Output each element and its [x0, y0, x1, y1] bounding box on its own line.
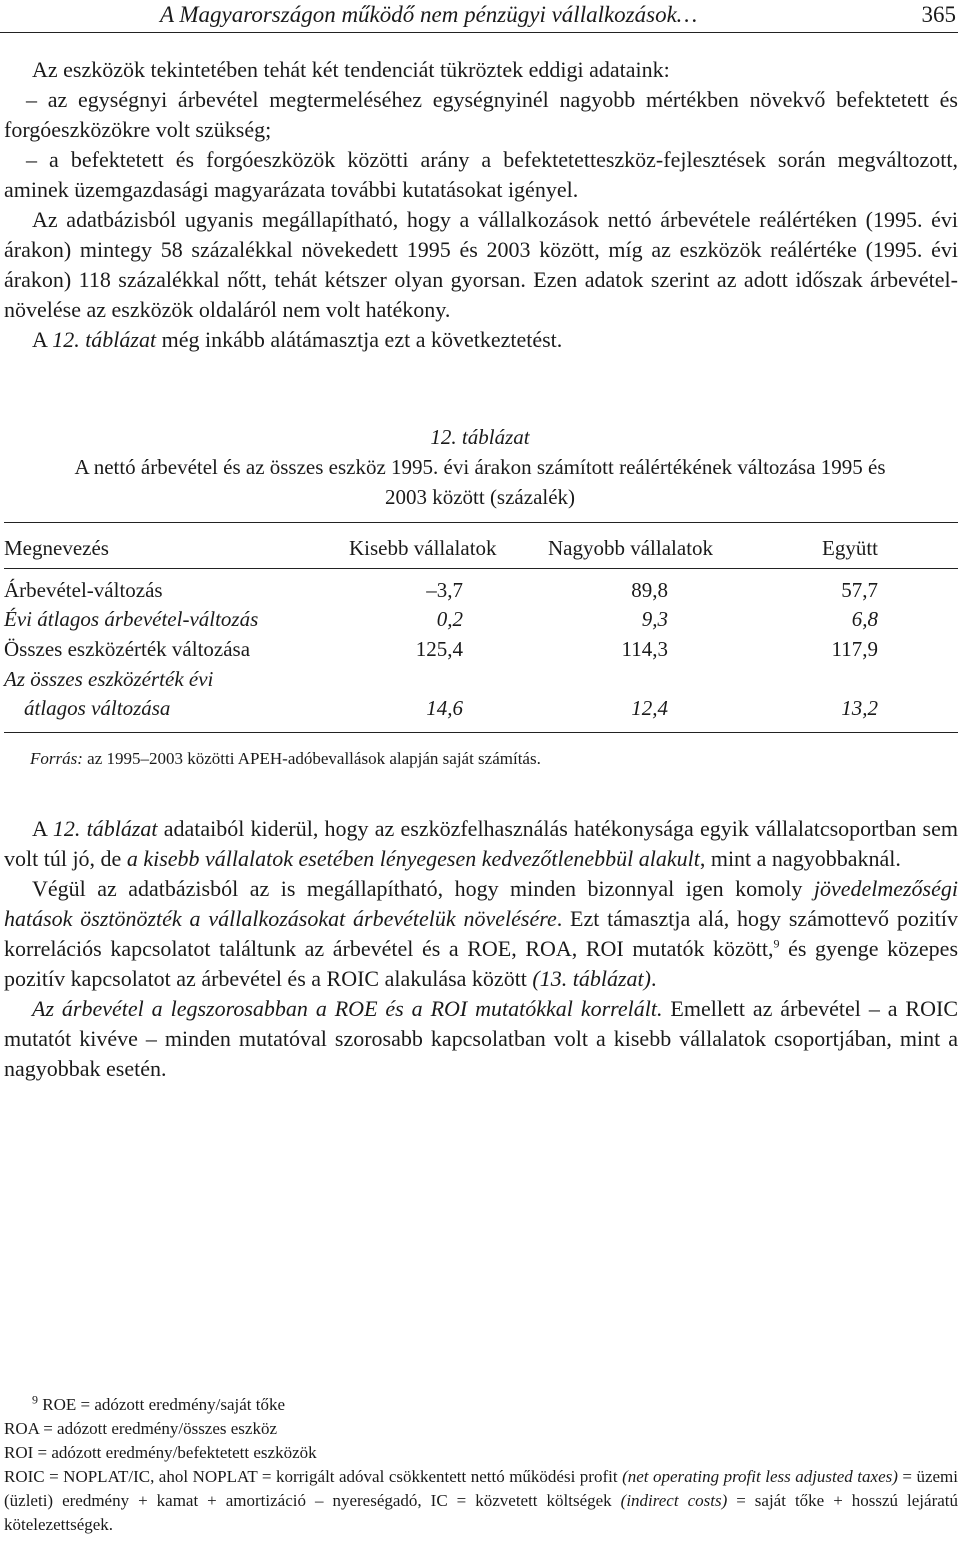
text-run: = saját tőke + hosszú lejáratú kötelezettségek. — [4, 1491, 959, 1534]
intro-paragraph: Az eszközök tekintetében tehát két tendenciát tükröztek eddigi adataink: — [32, 57, 670, 82]
bullet-item: – a befektetett és forgóeszközök közötti arány a befektetetteszköz-fejlesztések során megváltozott, aminek üzemgazdasági magyarázata további kutatásokat igényel. — [4, 147, 958, 202]
cell-value: 13,2 — [841, 696, 878, 720]
cell-value: 9,3 — [641, 607, 668, 631]
table-row — [4, 696, 958, 726]
source-text: az 1995–2003 közötti APEH-adóbevallások alapján saját számítás. — [82, 749, 541, 768]
table-rule — [4, 568, 958, 569]
footnote-line — [4, 1393, 958, 1417]
text-run: még inkább alátámasztja ezt a következtetést. — [156, 327, 563, 352]
text-run: . — [650, 966, 657, 991]
paragraph: Az adatbázisból ugyanis megállapítható, hogy a vállalkozások nettó árbevétele reálértéken (1995. évi árakon) mintegy 58 százalékkal növekedett 1995 és 2003 között, míg az eszközök reálértéke (1995. évi árakon) 118 százalékkal nőtt, tehát kétszer olyan gyorsan. Ezen adatok szerint az adott időszak árbevétel-növelése az eszközök oldaláról nem volt hatékony. — [4, 207, 958, 322]
paragraph — [4, 814, 958, 874]
table-number-label: 12. táblázat — [430, 425, 530, 449]
emphasis: Az árbevétel a legszorosabban a ROE és a ROI mutatókkal korrelált. — [32, 996, 663, 1021]
column-header: Kisebb vállalatok — [349, 536, 497, 560]
text-run: adataiból kiderül, hogy az eszközfelhasználás hatékonysága egyik vállalatcsoportban sem volt túl jó, de — [4, 816, 958, 871]
running-header — [0, 0, 958, 33]
table-header-row — [4, 536, 958, 566]
running-title: A Magyarországon működő nem pénzügyi vállalkozások… — [160, 2, 698, 27]
column-header: Nagyobb vállalatok — [548, 536, 714, 560]
bullet-item: – az egységnyi árbevétel megtermeléséhez egységnyinél nagyobb mértékben növekvő befektetett és forgóeszközökre volt szükség; — [4, 87, 958, 142]
table-row — [4, 578, 958, 608]
table-reference: (13. táblázat) — [532, 966, 651, 991]
emphasis: jövedelmezőségi hatások ösztönözték a vállalkozásokat árbevételük növelésére — [4, 876, 958, 931]
body-text-bottom — [4, 814, 958, 1084]
footnotes — [4, 1393, 958, 1537]
table-rule — [4, 522, 958, 523]
text-run: Emellett az árbevétel – a ROIC mutatót kivéve – minden mutatóval szorosabb kapcsolatban volt a kisebb vállalatok csoportjában, mint a nagyobbak esetén. — [4, 996, 958, 1081]
row-label: Évi átlagos árbevétel-változás — [4, 607, 259, 631]
table-caption-line: A nettó árbevétel és az összes eszköz 1995. évi árakon számított reálértékének változása 1995 és — [74, 455, 886, 479]
footnote-line — [4, 1465, 958, 1537]
page-number: 365 — [921, 2, 956, 27]
text-run: ROIC = NOPLAT/IC, ahol NOPLAT = korrigált adóval csökkentett nettó működési profit — [4, 1467, 623, 1486]
text-run: A — [32, 327, 53, 352]
table-reference: 12. táblázat — [52, 327, 157, 352]
row-label: Összes eszközérték változása — [4, 637, 251, 661]
text-run: = üzemi (üzleti) eredmény + kamat + amortizáció – nyereségadó, IC = közvetett költségek — [4, 1467, 958, 1510]
table-number — [0, 422, 960, 452]
table-caption-line: 2003 között (százalék) — [384, 485, 576, 509]
source-label: Forrás: — [30, 749, 83, 768]
body-text-top — [4, 55, 958, 355]
table-reference: 12. táblázat — [52, 816, 158, 841]
row-label: Az összes eszközérték évi — [4, 667, 214, 691]
text-run: Végül az adatbázisból az is megállapítható, hogy minden bizonnyal igen komoly — [32, 876, 814, 901]
cell-value: –3,7 — [426, 578, 463, 602]
cell-value: 117,9 — [831, 637, 878, 661]
text-run: ROE = adózott eredmény/saját tőke — [38, 1395, 286, 1414]
text-run: és gyenge közepes pozitív kapcsolatot az árbevétel és a ROIC alakulása között — [4, 936, 959, 991]
emphasis: a kisebb vállalatok esetében lényegesen kedvezőtlenebbül alakult — [126, 846, 700, 871]
table-row — [4, 667, 958, 697]
table-source — [30, 749, 541, 769]
cell-value: 14,6 — [426, 696, 463, 720]
paragraph — [4, 325, 958, 355]
text-run: A — [32, 816, 53, 841]
cell-value: 0,2 — [436, 607, 463, 631]
paragraph — [4, 994, 958, 1084]
paragraph — [4, 874, 958, 994]
emphasis: (indirect costs) — [620, 1491, 728, 1510]
text-run: , mint a nagyobbaknál. — [699, 846, 901, 871]
cell-value: 125,4 — [415, 637, 463, 661]
footnote-marker: 9 — [773, 936, 780, 951]
cell-value: 89,8 — [631, 578, 668, 602]
cell-value: 12,4 — [631, 696, 668, 720]
row-label: Árbevétel-változás — [4, 578, 163, 602]
footnote-line: ROA = adózott eredmény/összes eszköz — [4, 1419, 278, 1438]
cell-value: 57,7 — [841, 578, 878, 602]
cell-value: 114,3 — [621, 637, 668, 661]
table-row — [4, 637, 958, 667]
emphasis: (net operating profit less adjusted taxes) — [622, 1467, 898, 1486]
table-rule — [4, 732, 958, 733]
row-label: átlagos változása — [24, 696, 171, 720]
cell-value: 6,8 — [851, 607, 878, 631]
footnote-line: ROI = adózott eredmény/befektetett eszközök — [4, 1443, 317, 1462]
footnote-number: 9 — [32, 1392, 38, 1407]
text-run: . Ezt támasztja alá, hogy számottevő pozitív korrelációs kapcsolatot találtunk az árbevétel és a ROE, ROA, ROI mutatók között, — [4, 906, 958, 961]
table-row — [4, 607, 958, 637]
column-header: Együtt — [822, 536, 878, 560]
column-header: Megnevezés — [4, 536, 109, 560]
